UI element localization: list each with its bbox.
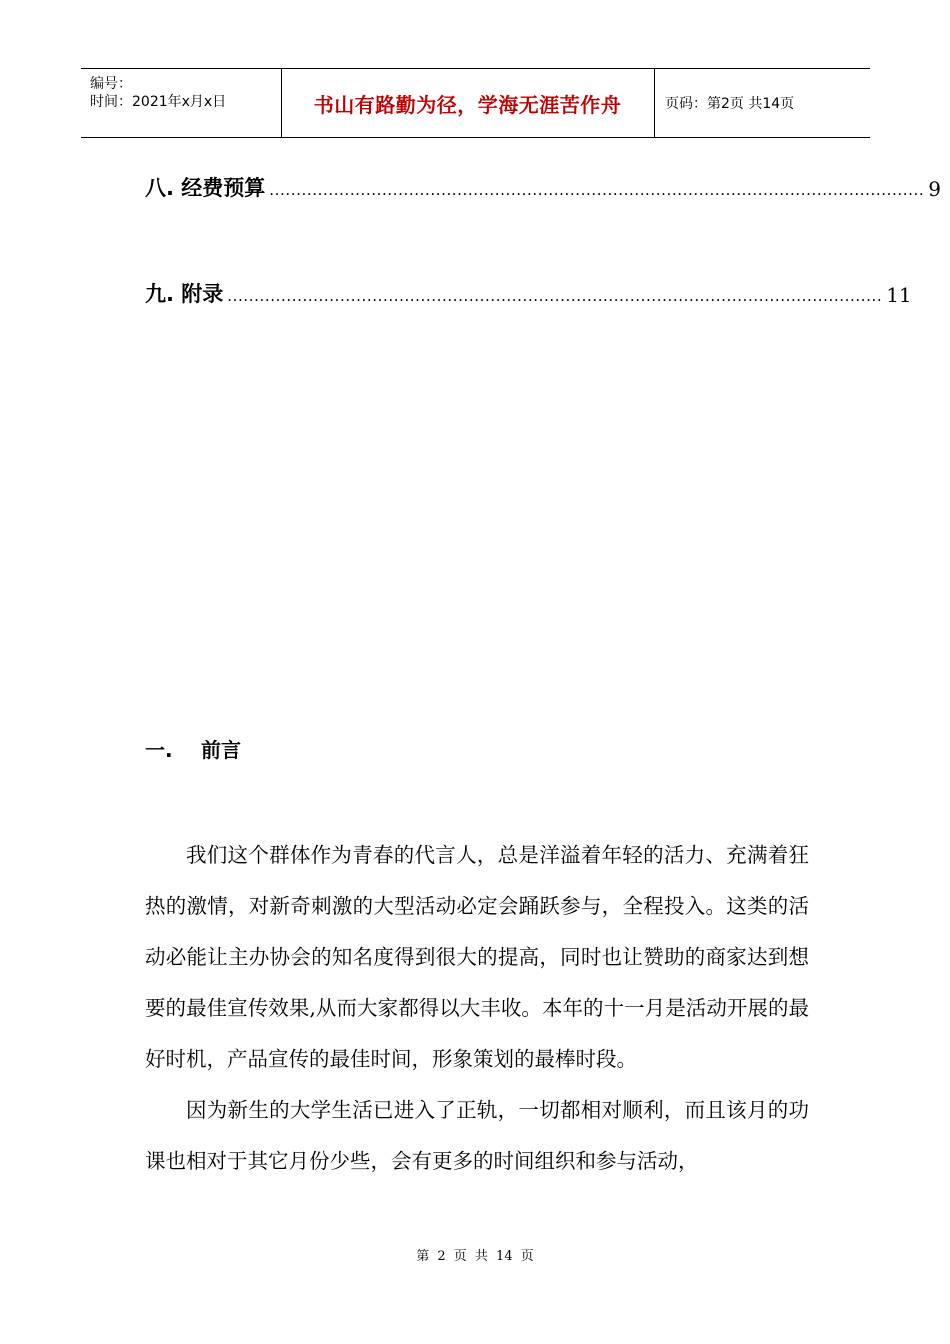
page-header bbox=[81, 68, 870, 138]
header-page-info: 页码：第2页 共14页 bbox=[665, 96, 795, 112]
section-heading bbox=[145, 734, 241, 763]
section-title: 前言 bbox=[201, 738, 241, 762]
header-motto-cell bbox=[281, 69, 655, 137]
header-page-cell bbox=[655, 69, 870, 137]
toc-entry-page: 11 bbox=[886, 283, 912, 307]
toc-leader-dots: .......................................................................................................................... bbox=[227, 287, 883, 305]
toc-entry-page: 9 bbox=[928, 177, 941, 201]
document-time-label: 时间：2021年x月x日 bbox=[90, 94, 227, 110]
header-meta-cell bbox=[81, 69, 282, 137]
body-text bbox=[145, 830, 809, 1187]
page-footer: 第 2 页 共 14 页 bbox=[416, 1249, 534, 1264]
paragraph: 我们这个群体作为青春的代言人，总是洋溢着年轻的活力、充满着狂热的激情，对新奇刺激的大型活动必定会踊跃参与，全程投入。这类的活动必能让主办协会的知名度得到很大的提高，同时也让赞助的商家达到想要的最佳宣传效果,从而大家都得以大丰收。本年的十一月是活动开展的最好时机，产品宣传的最佳时间，形象策划的最棒时段。 bbox=[145, 843, 809, 1071]
toc-entry-budget[interactable] bbox=[145, 172, 941, 202]
paragraph: 因为新生的大学生活已进入了正轨，一切都相对顺利，而且该月的功课也相对于其它月份少些，会有更多的时间组织和参与活动， bbox=[145, 1098, 809, 1173]
toc-entry-title: 九. 附录 bbox=[145, 282, 224, 306]
header-motto: 书山有路勤为径，学海无涯苦作舟 bbox=[313, 92, 622, 117]
section-number: 一. bbox=[145, 738, 173, 762]
toc-leader-dots: .......................................................................................................................... bbox=[269, 181, 925, 199]
toc-entry-title: 八. 经费预算 bbox=[145, 176, 266, 200]
document-number-label: 编号： bbox=[90, 76, 132, 92]
toc-entry-appendix[interactable] bbox=[145, 278, 912, 308]
